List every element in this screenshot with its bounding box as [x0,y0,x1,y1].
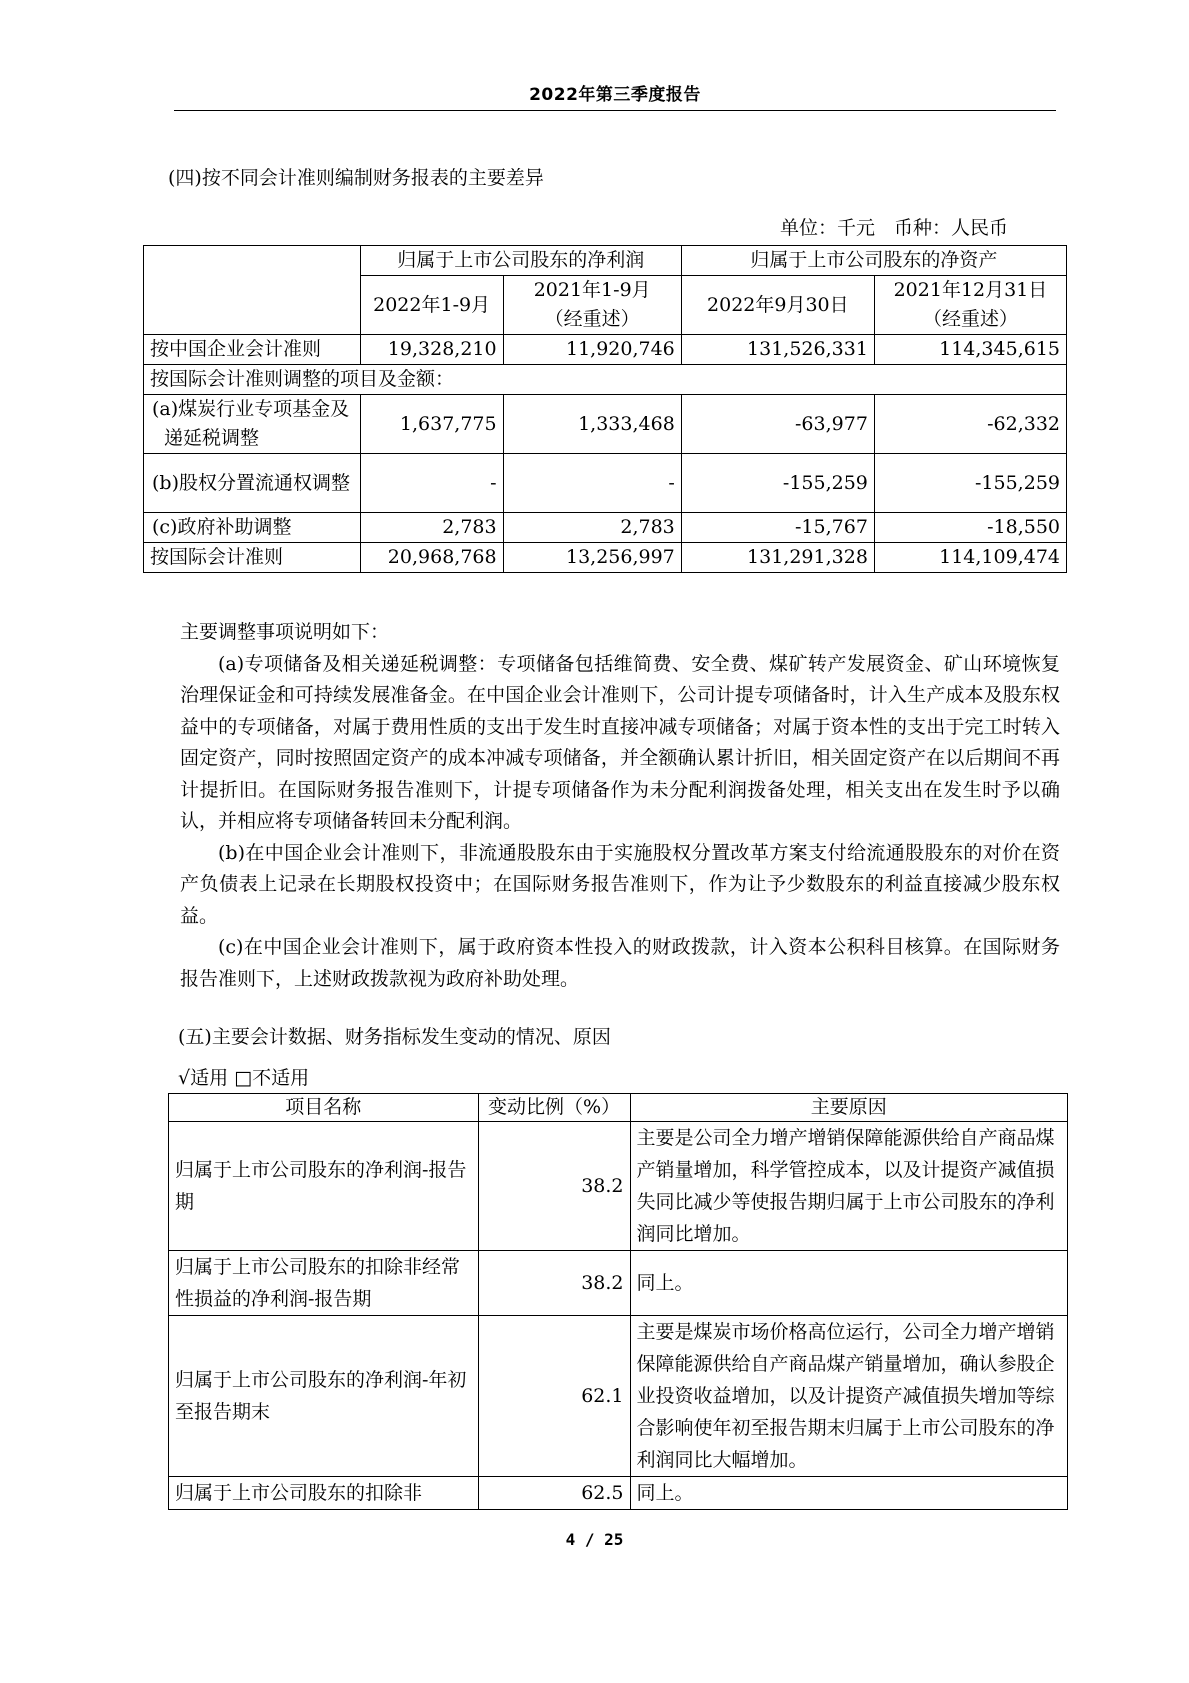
cell-value: -62,332 [874,395,1066,454]
table-row [169,1122,1068,1251]
change-ratio: 62.5 [478,1477,630,1510]
item-name: 归属于上市公司股东的扣除非经常性损益的净利润-报告期 [169,1251,479,1316]
change-reason: 主要是公司全力增产增销保障能源供给自产商品煤产销量增加，科学管控成本，以及计提资产减值损失同比减少等使报告期归属于上市公司股东的净利润同比增加。 [630,1122,1068,1251]
section4-title: (四)按不同会计准则编制财务报表的主要差异 [168,167,544,189]
col-header-2021-dec-31-line2: （经重述） [922,308,1018,330]
change-reasons-table [168,1093,1068,1510]
table-row [169,1251,1068,1316]
cell-value: 20,968,768 [360,543,503,573]
table-row [144,365,1067,395]
cell-value: -15,767 [681,513,874,543]
cell-value: 2,783 [360,513,503,543]
col-header-2021-jan-sep-line2: （经重述） [544,308,640,330]
group-header-profit: 归属于上市公司股东的净利润 [360,246,681,276]
cell-value: 114,109,474 [874,543,1066,573]
col-header-2021-dec-31 [874,276,1066,335]
section5-title: (五)主要会计数据、财务指标发生变动的情况、原因 [178,1026,611,1048]
cell-value: -155,259 [874,454,1066,513]
adjustment-notes [180,617,1060,995]
row-label: 按中国企业会计准则 [144,335,361,365]
cell-value: -63,977 [681,395,874,454]
cell-value: 19,328,210 [360,335,503,365]
item-name: 归属于上市公司股东的净利润-报告期 [169,1122,479,1251]
table-header-row [144,246,1067,276]
item-name: 归属于上市公司股东的净利润-年初至报告期末 [169,1316,479,1477]
unit-currency-line: 单位：千元 币种：人民币 [779,217,1008,239]
cell-value: 13,256,997 [503,543,681,573]
cell-value: -155,259 [681,454,874,513]
note-a: (a)专项储备及相关递延税调整：专项储备包括维简费、安全费、煤矿转产发展资金、矿山环境恢复治理保证金和可持续发展准备金。在中国企业会计准则下，公司计提专项储备时，计入生产成本及股东权益中的专项储备，对属于费用性质的支出于发生时直接冲减专项储备；对属于资本性的支出于完工时转入固定资产，同时按照固定资产的成本冲减专项储备，并全额确认累计折旧，相关固定资产在以后期间不再计提折旧。在国际财务报告准则下，计提专项储备作为未分配利润拨备处理，相关支出在发生时予以确认，并相应将专项储备转回未分配利润。 [180,652,1060,832]
table-row [144,543,1067,573]
row-label: (a)煤炭行业专项基金及递延税调整 [144,395,361,454]
col-header-item: 项目名称 [169,1094,479,1122]
col-header-2021-jan-sep-line1: 2021年1-9月 [533,279,651,301]
col-header-2022-sep-30: 2022年9月30日 [681,276,874,335]
table-row [144,335,1067,365]
cell-value: - [503,454,681,513]
change-ratio: 38.2 [478,1122,630,1251]
cell-value: 1,637,775 [360,395,503,454]
table-row [144,395,1067,454]
cell-value: 114,345,615 [874,335,1066,365]
cell-value: - [360,454,503,513]
table-row [144,513,1067,543]
note-c: (c)在中国企业会计准则下，属于政府资本性投入的财政拨款，计入资本公积科目核算。在国际财务报告准则下，上述财政拨款视为政府补助处理。 [180,936,1060,990]
page-header-title: 2022年第三季度报告 [529,85,701,105]
table-row [169,1316,1068,1477]
change-reason: 同上。 [630,1251,1068,1316]
item-name: 归属于上市公司股东的扣除非 [169,1477,479,1510]
row-label: (c)政府补助调整 [144,513,361,543]
change-ratio: 62.1 [478,1316,630,1477]
col-header-ratio: 变动比例（%） [478,1094,630,1122]
change-ratio: 38.2 [478,1251,630,1316]
header-rule [174,110,1056,111]
cell-value: 2,783 [503,513,681,543]
col-header-reason: 主要原因 [630,1094,1068,1122]
col-header-2021-dec-31-line1: 2021年12月31日 [893,279,1048,301]
table-row [169,1477,1068,1510]
row-label: 按国际会计准则 [144,543,361,573]
note-b: (b)在中国企业会计准则下，非流通股股东由于实施股权分置改革方案支付给流通股股东的对价在资产负债表上记录在长期股权投资中；在国际财务报告准则下，作为让予少数股东的利益直接减少股东权益。 [180,841,1060,927]
applicability-line: √适用 □不适用 [178,1067,310,1089]
row-label: (b)股权分置流通权调整 [144,454,361,513]
group-header-assets: 归属于上市公司股东的净资产 [681,246,1066,276]
cell-value: 1,333,468 [503,395,681,454]
page-number: 4 / 25 [565,1530,624,1549]
cell-value: -18,550 [874,513,1066,543]
notes-intro: 主要调整事项说明如下： [180,621,390,643]
gaap-difference-table [143,245,1067,573]
cell-value: 11,920,746 [503,335,681,365]
change-reason: 主要是煤炭市场价格高位运行，公司全力增产增销保障能源供给自产商品煤产销量增加，确认参股企业投资收益增加，以及计提资产减值损失增加等综合影响使年初至报告期末归属于上市公司股东的净利润同比大幅增加。 [630,1316,1068,1477]
col-header-2022-jan-sep: 2022年1-9月 [360,276,503,335]
adjustments-header: 按国际会计准则调整的项目及金额： [144,365,1067,395]
change-reason: 同上。 [630,1477,1068,1510]
table-header-row [169,1094,1068,1122]
col-header-2021-jan-sep [503,276,681,335]
corner-cell [144,246,361,335]
cell-value: 131,291,328 [681,543,874,573]
table-row [144,454,1067,513]
cell-value: 131,526,331 [681,335,874,365]
